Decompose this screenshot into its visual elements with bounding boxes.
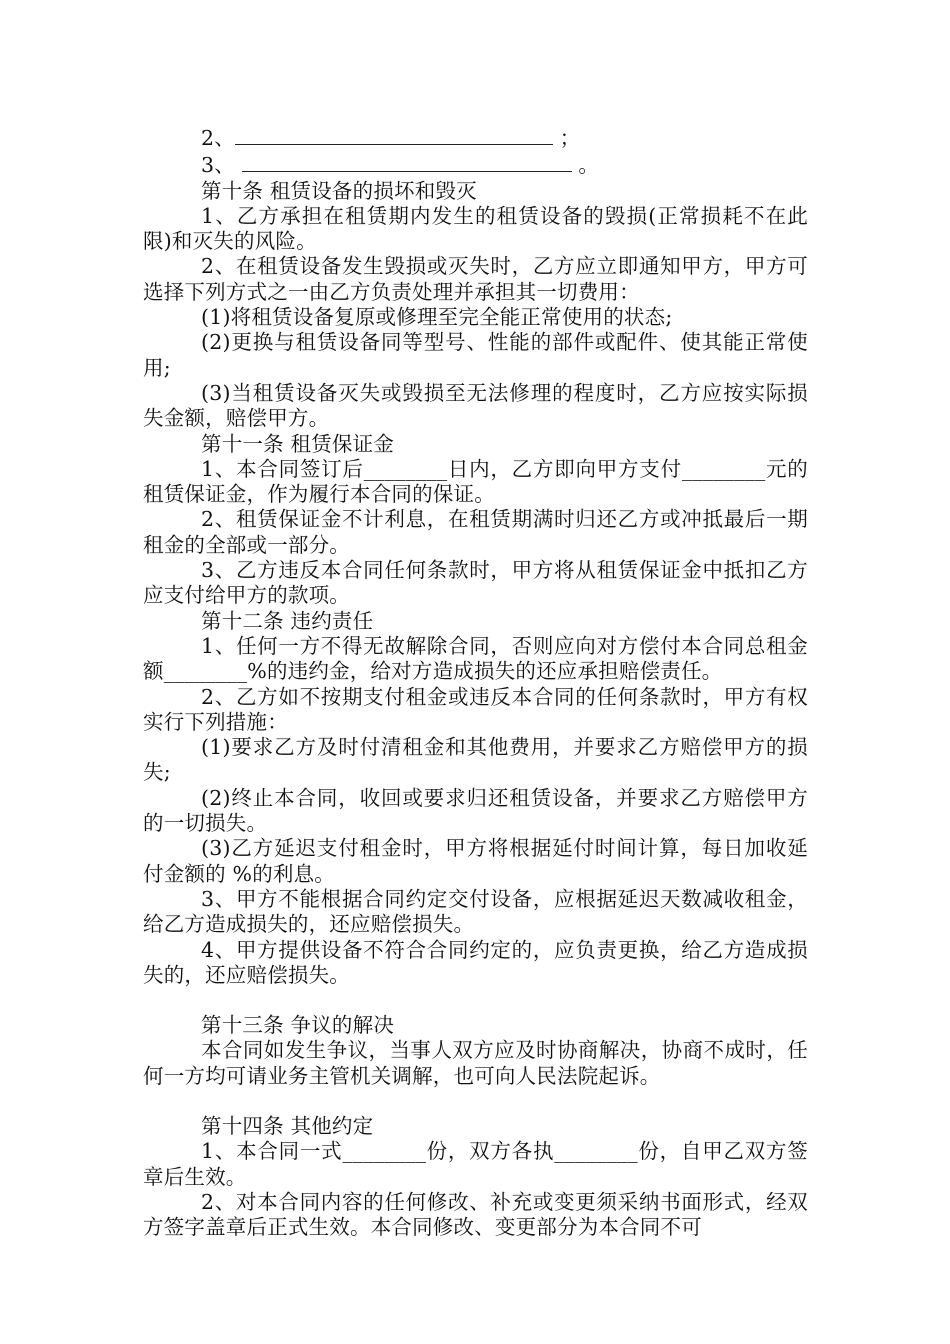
paragraph: 1、本合同签订后________日内，乙方即向甲方支付________元的租赁保证金，作为履行本合同的保证。 — [143, 456, 808, 507]
paragraph: 2、乙方如不按期支付租金或违反本合同的任何条款时，甲方有权实行下列措施： — [143, 684, 808, 734]
article-title: 第十四条 其他约定 — [201, 1113, 374, 1138]
section-spacer — [143, 988, 808, 1013]
sub-item: (2)终止本合同，收回或要求归还租赁设备，并要求乙方赔偿甲方的一切损失。 — [143, 785, 808, 836]
item-number: 2、 — [201, 126, 235, 150]
item-punctuation: 。 — [578, 153, 600, 178]
article-title: 第十三条 争议的解决 — [201, 1013, 395, 1038]
paragraph: 2、在租赁设备发生毁损或灭失时，乙方应立即通知甲方，甲方可选择下列方式之一由乙方负责处理并承担其一切费用： — [143, 254, 808, 304]
list-item — [143, 124, 808, 151]
paragraph: 本合同如发生争议，当事人双方应及时协商解决，协商不成时，任何一方均可请业务主管机关调解，也可向人民法院起诉。 — [143, 1038, 808, 1088]
paragraph: 3、甲方不能根据合同约定交付设备，应根据延迟天数减收租金，给乙方造成损失的，还应赔偿损失。 — [143, 886, 808, 937]
paragraph: 2、租赁保证金不计利息，在租赁期满时归还乙方或冲抵最后一期租金的全部或一部分。 — [143, 507, 808, 557]
article-title: 第十一条 租赁保证金 — [201, 431, 395, 456]
paragraph: 3、乙方违反本合同任何条款时，甲方将从租赁保证金中抵扣乙方应支付给甲方的款项。 — [143, 558, 808, 608]
sub-item: (2)更换与租赁设备同等型号、性能的部件或配件、使其能正常使用; — [143, 330, 808, 380]
section-spacer — [143, 1089, 808, 1114]
article-title: 第十二条 违约责任 — [201, 608, 374, 633]
paragraph: 1、本合同一式________份，双方各执________份，自甲乙双方签章后生效。 — [143, 1139, 808, 1189]
contract-body — [143, 124, 808, 1240]
article-title: 第十条 租赁设备的损坏和毁灭 — [201, 178, 477, 203]
paragraph: 4、甲方提供设备不符合合同约定的，应负责更换，给乙方造成损失的，还应赔偿损失。 — [143, 937, 808, 987]
paragraph: 2、对本合同内容的任何修改、补充或变更须采纳书面形式，经双方签字盖章后正式生效。本合同修改、变更部分为本合同不可 — [143, 1189, 808, 1240]
blank-field — [235, 124, 553, 145]
sub-item: (1)要求乙方及时付清租金和其他费用，并要求乙方赔偿甲方的损失; — [143, 735, 808, 785]
blank-field — [242, 151, 572, 172]
sub-item: (3)乙方延迟支付租金时，甲方将根据延付时间计算，每日加收延付金额的 %的利息。 — [143, 836, 808, 886]
item-punctuation: ； — [559, 126, 581, 150]
sub-item: (3)当租赁设备灭失或毁损至无法修理的程度时，乙方应按实际损失金额，赔偿甲方。 — [143, 380, 808, 431]
item-number: 3、 — [201, 153, 235, 178]
list-item — [143, 151, 808, 178]
sub-item: (1)将租赁设备复原或修理至完全能正常使用的状态; — [201, 305, 673, 330]
paragraph: 1、乙方承担在租赁期内发生的租赁设备的毁损(正常损耗不在此限)和灭失的风险。 — [143, 203, 808, 254]
paragraph: 1、任何一方不得无故解除合同，否则应向对方偿付本合同总租金额________%的违约金，给对方造成损失的还应承担赔偿责任。 — [143, 633, 808, 684]
